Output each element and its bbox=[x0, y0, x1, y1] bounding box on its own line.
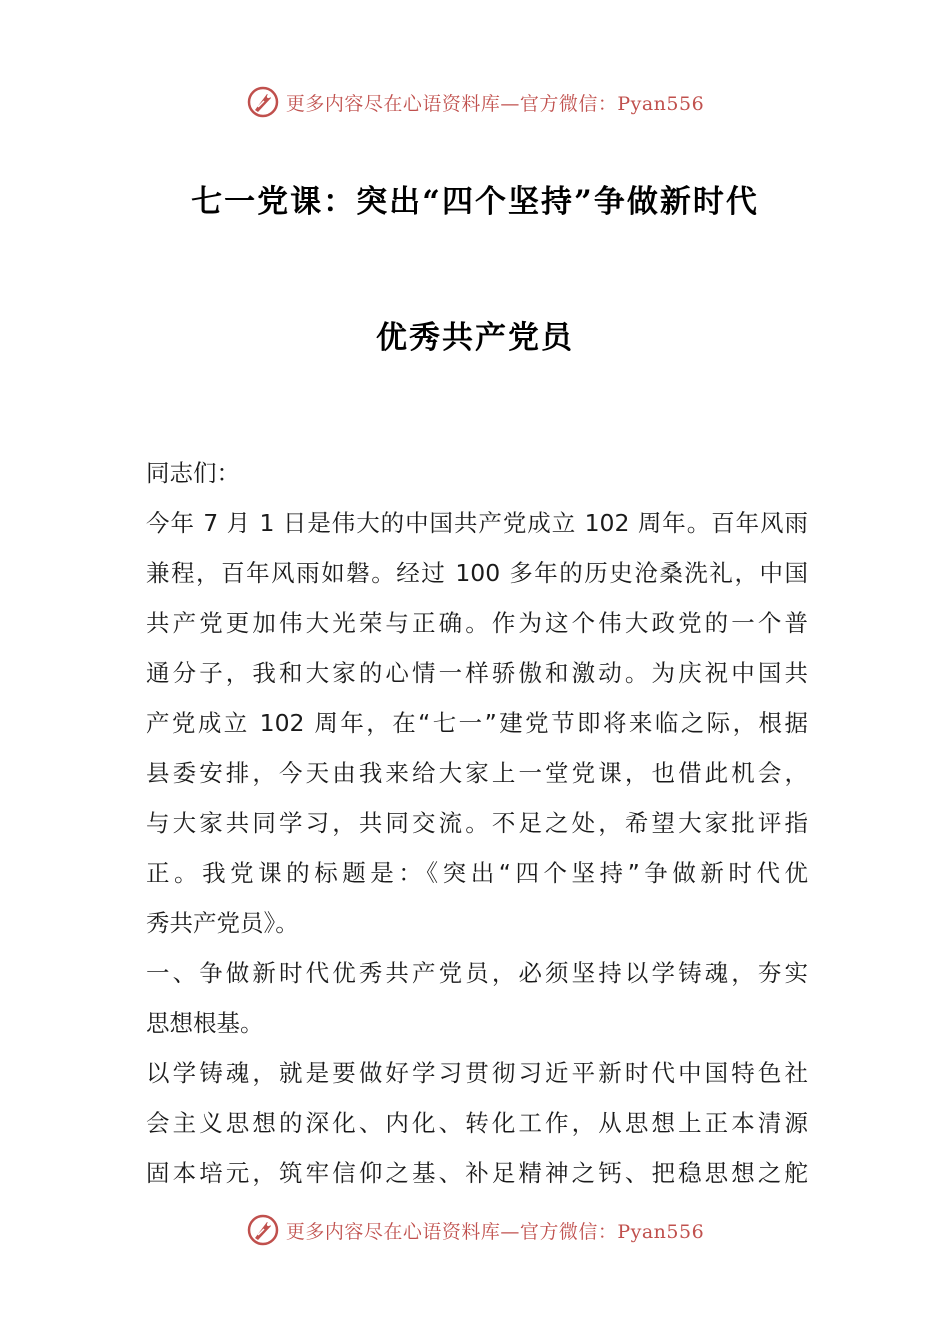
body-line: 产党成立 102 周年，在“七一”建党节即将来临之际，根据 bbox=[146, 709, 808, 737]
body-line: 今年 7 月 1 日是伟大的中国共产党成立 102 周年。百年风雨 bbox=[146, 509, 808, 537]
body-line: 秀共产党员》。 bbox=[146, 909, 299, 937]
pen-nib-logo-icon bbox=[246, 85, 280, 119]
body-line: 固本培元，筑牢信仰之基、补足精神之钙、把稳思想之舵 bbox=[146, 1159, 808, 1187]
body-line: 正。我党课的标题是：《突出“四个坚持”争做新时代优 bbox=[146, 859, 808, 887]
document-title-line-1: 七一党课：突出“四个坚持”争做新时代 bbox=[191, 184, 759, 220]
pen-nib-logo-icon bbox=[246, 1213, 280, 1247]
body-line: 县委安排，今天由我来给大家上一堂党课，也借此机会， bbox=[146, 759, 808, 787]
document-body bbox=[146, 448, 808, 1198]
body-line: 同志们： bbox=[146, 459, 240, 487]
document-title-line-2: 优秀共产党员 bbox=[376, 320, 574, 356]
watermark-text: 更多内容尽在心语资料库—官方微信：Pyan556 bbox=[285, 92, 705, 115]
footer-watermark bbox=[0, 1208, 950, 1252]
body-line: 通分子，我和大家的心情一样骄傲和激动。为庆祝中国共 bbox=[146, 659, 808, 687]
body-line: 与大家共同学习，共同交流。不足之处，希望大家批评指 bbox=[146, 809, 808, 837]
body-line: 一、争做新时代优秀共产党员，必须坚持以学铸魂，夯实 bbox=[146, 959, 808, 987]
body-line: 思想根基。 bbox=[146, 1009, 264, 1037]
body-line: 兼程，百年风雨如磐。经过 100 多年的历史沧桑洗礼，中国 bbox=[146, 559, 808, 587]
body-line: 共产党更加伟大光荣与正确。作为这个伟大政党的一个普 bbox=[146, 609, 808, 637]
watermark-text: 更多内容尽在心语资料库—官方微信：Pyan556 bbox=[285, 1220, 705, 1243]
body-line: 以学铸魂，就是要做好学习贯彻习近平新时代中国特色社 bbox=[146, 1059, 808, 1087]
header-watermark bbox=[0, 80, 950, 124]
body-line: 会主义思想的深化、内化、转化工作，从思想上正本清源 bbox=[146, 1109, 808, 1137]
